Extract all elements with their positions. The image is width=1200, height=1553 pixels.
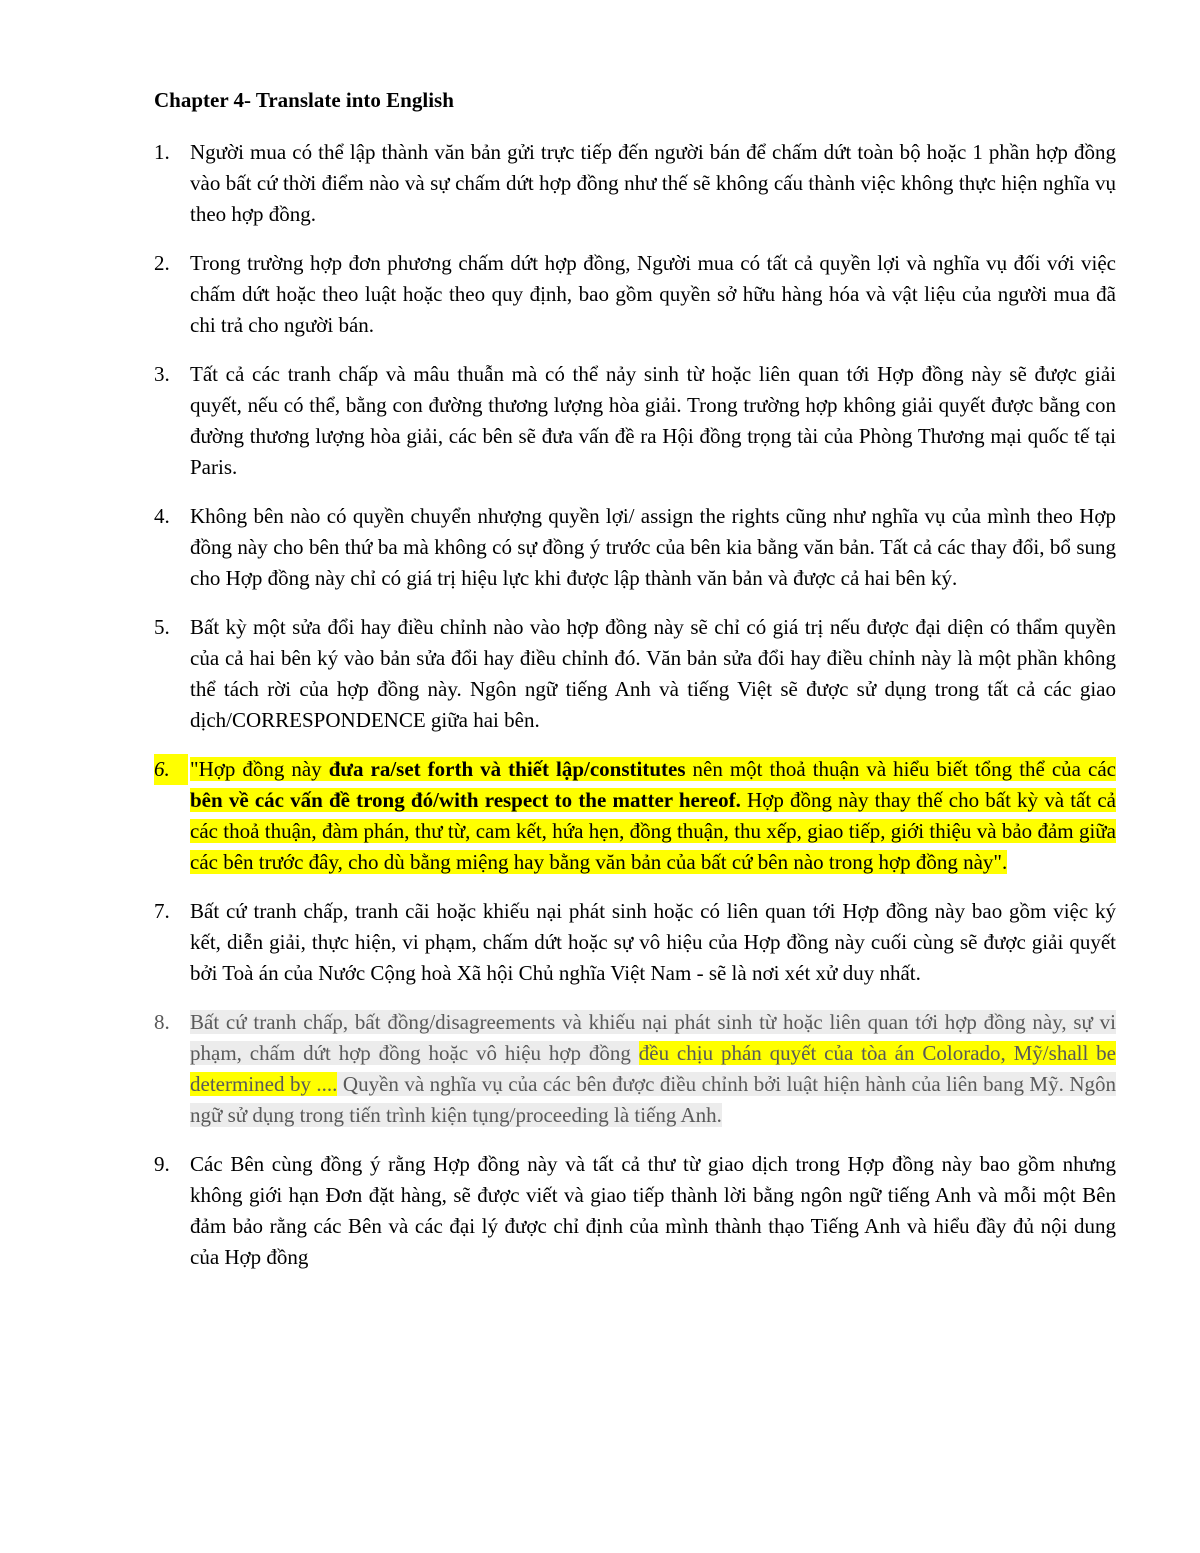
item-text: Các Bên cùng đồng ý rằng Hợp đồng này và tất cả thư từ giao dịch trong Hợp đồng này bao gồm nhưng không giới hạn Đơn đặt hàng, sẽ được viết và giao tiếp thành lời bằng ngôn ngữ tiếng Anh và mỗi một Bên đảm bảo rằng các Bên và các đại lý được chỉ định của mình thành thạo Tiếng Anh và hiểu đầy đủ nội dung của Hợp đồng: [190, 1152, 1116, 1269]
list-item-3: [154, 359, 1116, 483]
item-number: 5.: [154, 615, 170, 639]
item-text: Tất cả các tranh chấp và mâu thuẫn mà có thể nảy sinh từ hoặc liên quan tới Hợp đồng này sẽ được giải quyết, nếu có thể, bằng con đường thương lượng hòa giải. Trong trường hợp không giải quyết được bằng con đường thương lượng hòa giải, các bên sẽ đưa vấn đề ra Hội đồng trọng tài của Phòng Thương mại quốc tế tại Paris.: [190, 362, 1116, 479]
list-item-8-shaded: [154, 1007, 1116, 1131]
item-text: Bất kỳ một sửa đổi hay điều chỉnh nào vào hợp đồng này sẽ chỉ có giá trị nếu được đại diện có thẩm quyền của cả hai bên ký vào bản sửa đổi hay điều chỉnh đó. Văn bản sửa đổi hay điều chỉnh này là một phần không thể tách rời của hợp đồng này. Ngôn ngữ tiếng Anh và tiếng Việt sẽ được sử dụng trong tất cả các giao dịch/CORRESPONDENCE giữa hai bên.: [190, 615, 1116, 732]
list-item-7: [154, 896, 1116, 989]
item-text-bold-segment: bên về các vấn đề trong đó/with respect to the matter hereof.: [190, 788, 741, 812]
item-text-segment: "Hợp đồng này: [190, 757, 329, 781]
translation-list: [154, 137, 1116, 1291]
item-number: 8.: [154, 1010, 170, 1034]
item-number: 7.: [154, 899, 170, 923]
item-number: 6.: [154, 754, 188, 785]
item-text-segment: Quyền và nghĩa vụ của các bên được điều chỉnh bởi luật hiện hành của liên bang Mỹ. Ngôn ngữ sử dụng trong tiến trình kiện tụng/proceeding là tiếng Anh.: [190, 1072, 1116, 1127]
list-item-4: [154, 501, 1116, 594]
item-number: 3.: [154, 362, 170, 386]
item-number: 9.: [154, 1152, 170, 1176]
item-text-highlight-segment: đều chịu phán quyết của tòa án Colorado, Mỹ/shall be determined by ....: [190, 1041, 1116, 1096]
item-text-bold-segment: đưa ra/set forth và thiết lập/constitutes: [328, 757, 686, 781]
item-text-segment: Bất cứ tranh chấp, bất đồng/disagreements và khiếu nại phát sinh từ hoặc liên quan tới hợp đồng này, sự vi phạm, chấm dứt hợp đồng hoặc vô hiệu hợp đồng: [190, 1010, 1116, 1065]
item-text-segment: nên một thoả thuận và hiểu biết tổng thể của các: [685, 757, 1116, 781]
list-item-9: [154, 1149, 1116, 1273]
item-text: Bất cứ tranh chấp, tranh cãi hoặc khiếu nại phát sinh hoặc có liên quan tới Hợp đồng này bao gồm việc ký kết, diễn giải, thực hiện, vi phạm, chấm dứt hoặc sự vô hiệu của Hợp đồng này cuối cùng sẽ được giải quyết bởi Toà án của Nước Cộng hoà Xã hội Chủ nghĩa Việt Nam - sẽ là nơi xét xử duy nhất.: [190, 899, 1116, 985]
item-number: 2.: [154, 251, 170, 275]
item-text: Trong trường hợp đơn phương chấm dứt hợp đồng, Người mua có tất cả quyền lợi và nghĩa vụ đối với việc chấm dứt hoặc theo luật hoặc theo quy định, bao gồm quyền sở hữu hàng hóa và vật liệu của người mua đã chi trả cho người bán.: [190, 251, 1116, 337]
list-item-5: [154, 612, 1116, 736]
item-text: Không bên nào có quyền chuyển nhượng quyền lợi/ assign the rights cũng như nghĩa vụ của mình theo Hợp đồng này cho bên thứ ba mà không có sự đồng ý trước của bên kia bằng văn bản. Tất cả các thay đổi, bổ sung cho Hợp đồng này chỉ có giá trị hiệu lực khi được lập thành văn bản và được cả hai bên ký.: [190, 504, 1116, 590]
page-title: Chapter 4- Translate into English: [154, 88, 454, 112]
list-item-2: [154, 248, 1116, 341]
list-item-6-highlighted: [154, 754, 1116, 878]
item-number: 1.: [154, 140, 170, 164]
list-item-1: [154, 137, 1116, 230]
item-text: Người mua có thể lập thành văn bản gửi trực tiếp đến người bán để chấm dứt toàn bộ hoặc 1 phần hợp đồng vào bất cứ thời điểm nào và sự chấm dứt hợp đồng như thế sẽ không cấu thành việc không thực hiện nghĩa vụ theo hợp đồng.: [190, 140, 1116, 226]
item-text-segment: Hợp đồng này thay thế cho bất kỳ và tất cả các thoả thuận, đàm phán, thư từ, cam kết, hứa hẹn, đồng thuận, thu xếp, giao tiếp, giới thiệu và bảo đảm giữa các bên trước đây, cho dù bằng miệng hay bằng văn bản của bất cứ bên nào trong hợp đồng này".: [190, 788, 1116, 874]
item-number: 4.: [154, 504, 170, 528]
